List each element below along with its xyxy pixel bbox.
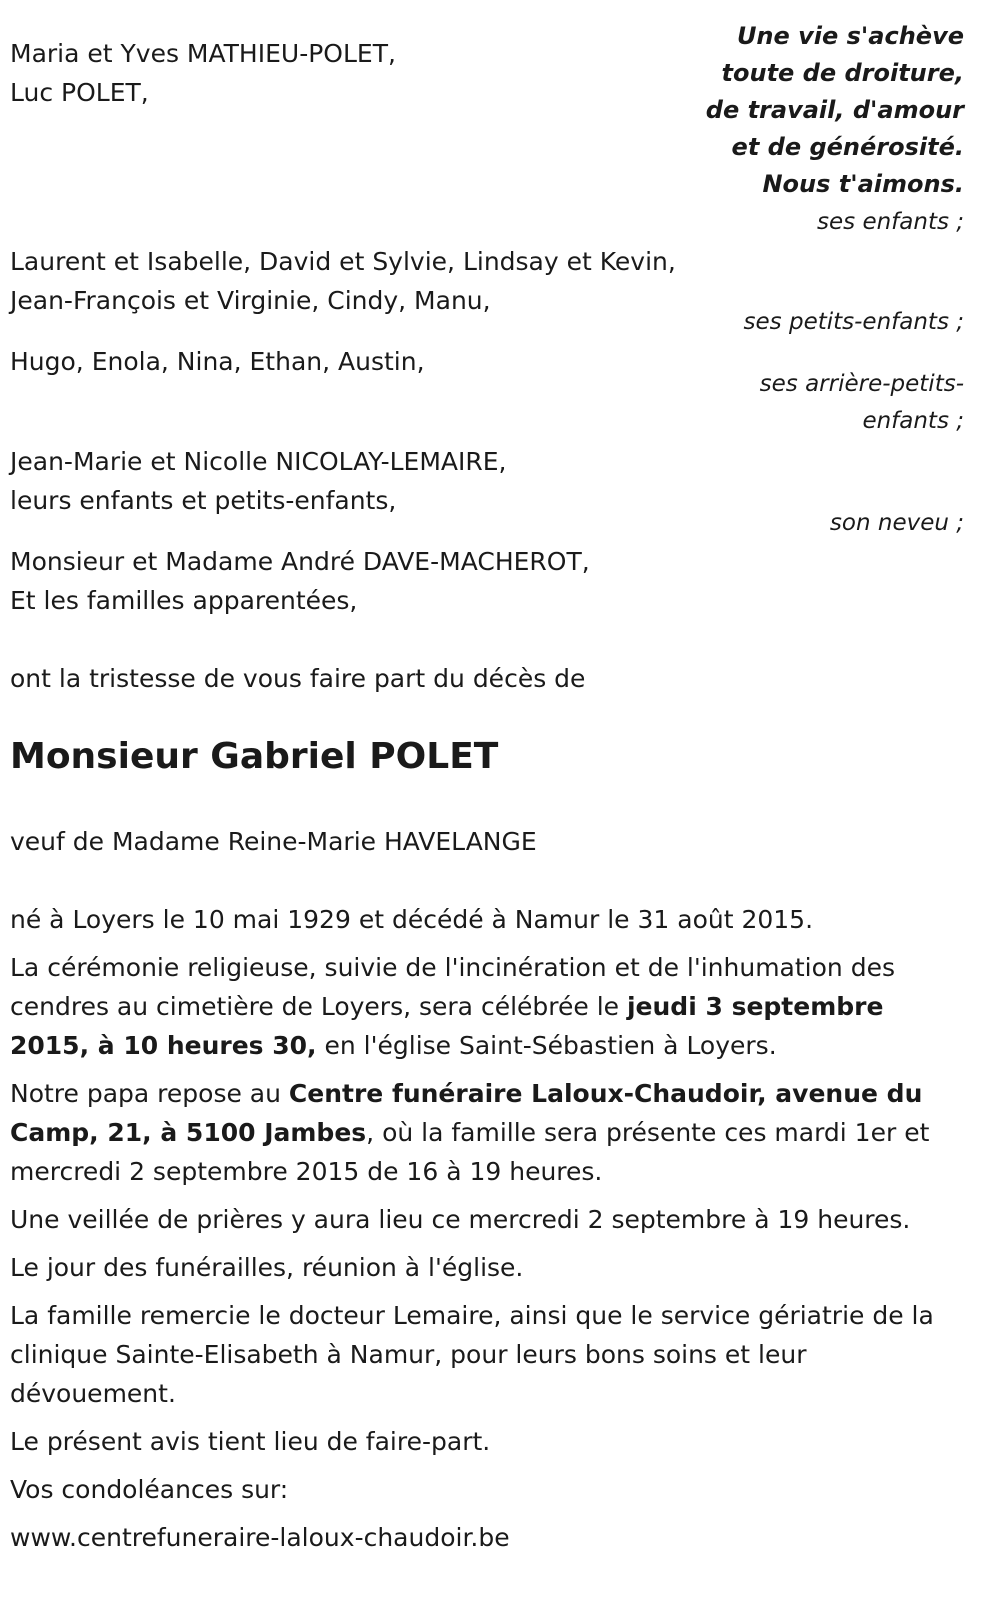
quote-line: de travail, d'amour: [705, 96, 964, 124]
condolences-link[interactable]: www.centrefuneraire-laloux-chaudoir.be: [10, 1523, 510, 1552]
quote-line: Nous t'aimons.: [762, 170, 964, 198]
family-line: Luc POLET,: [10, 78, 149, 107]
family-line: Maria et Yves MATHIEU-POLET,: [10, 39, 396, 68]
great-grandchildren-role: ses arrière-petits- enfants ;: [759, 371, 964, 434]
rest-paragraph: Notre papa repose au Centre funéraire Laloux-Chaudoir, avenue du Camp, 21, à 5100 Jambes, où la famille sera présente ces mardi 1er et mercredi 2 septembre 2015 de 16 à 19 heures.: [10, 1079, 930, 1186]
deceased-name: Monsieur Gabriel POLET: [10, 736, 499, 777]
nephew-role: son neveu ;: [829, 510, 964, 536]
family-line: Et les familles apparentées,: [10, 586, 358, 615]
thanks-paragraph: La famille remercie le docteur Lemaire, ainsi que le service gériatrie de la clinique Sainte-Elisabeth à Namur, pour leurs bons soins et leur dévouement.: [10, 1301, 934, 1408]
children-role: ses enfants ;: [817, 209, 964, 235]
nephew-names: [10, 442, 507, 520]
birth-death-line: né à Loyers le 10 mai 1929 et décédé à Namur le 31 août 2015.: [10, 905, 814, 934]
ceremony-paragraph: La cérémonie religieuse, suivie de l'incinération et de l'inhumation des cendres au cimetière de Loyers, sera célébrée le jeudi 3 septembre 2015, à 10 heures 30, en l'église Saint-Sébastien à Loyers.: [10, 953, 895, 1060]
notice-line: Le présent avis tient lieu de faire-part.: [10, 1427, 491, 1456]
funeral-meeting-line: Le jour des funérailles, réunion à l'église.: [10, 1253, 524, 1282]
family-line: Laurent et Isabelle, David et Sylvie, Lindsay et Kevin,: [10, 247, 676, 276]
quote-line: toute de droiture,: [721, 59, 964, 87]
family-line: Hugo, Enola, Nina, Ethan, Austin,: [10, 347, 425, 376]
family-line: Jean-Marie et Nicolle NICOLAY-LEMAIRE,: [10, 447, 507, 476]
quote-block: [706, 18, 964, 203]
announcement: ont la tristesse de vous faire part du décès de: [10, 664, 586, 693]
great-grandchildren-names: [10, 342, 425, 381]
children-names: [10, 34, 396, 112]
vigil-line: Une veillée de prières y aura lieu ce mercredi 2 septembre à 19 heures.: [10, 1205, 911, 1234]
funeral-home-address: Centre funéraire Laloux-Chaudoir, avenue du Camp, 21, à 5100 Jambes: [10, 1079, 923, 1147]
ceremony-date: jeudi 3 septembre 2015, à 10 heures 30,: [10, 992, 884, 1060]
quote-line: et de générosité.: [731, 133, 964, 161]
grandchildren-role: ses petits-enfants ;: [743, 309, 964, 335]
other-relatives: [10, 542, 590, 620]
family-line: leurs enfants et petits-enfants,: [10, 486, 397, 515]
family-line: Jean-François et Virginie, Cindy, Manu,: [10, 286, 491, 315]
condolences-label: Vos condoléances sur:: [10, 1475, 289, 1504]
grandchildren-names: [10, 242, 676, 320]
quote-line: Une vie s'achève: [736, 22, 964, 50]
family-line: Monsieur et Madame André DAVE-MACHEROT,: [10, 547, 590, 576]
widower-line: veuf de Madame Reine-Marie HAVELANGE: [10, 827, 537, 856]
